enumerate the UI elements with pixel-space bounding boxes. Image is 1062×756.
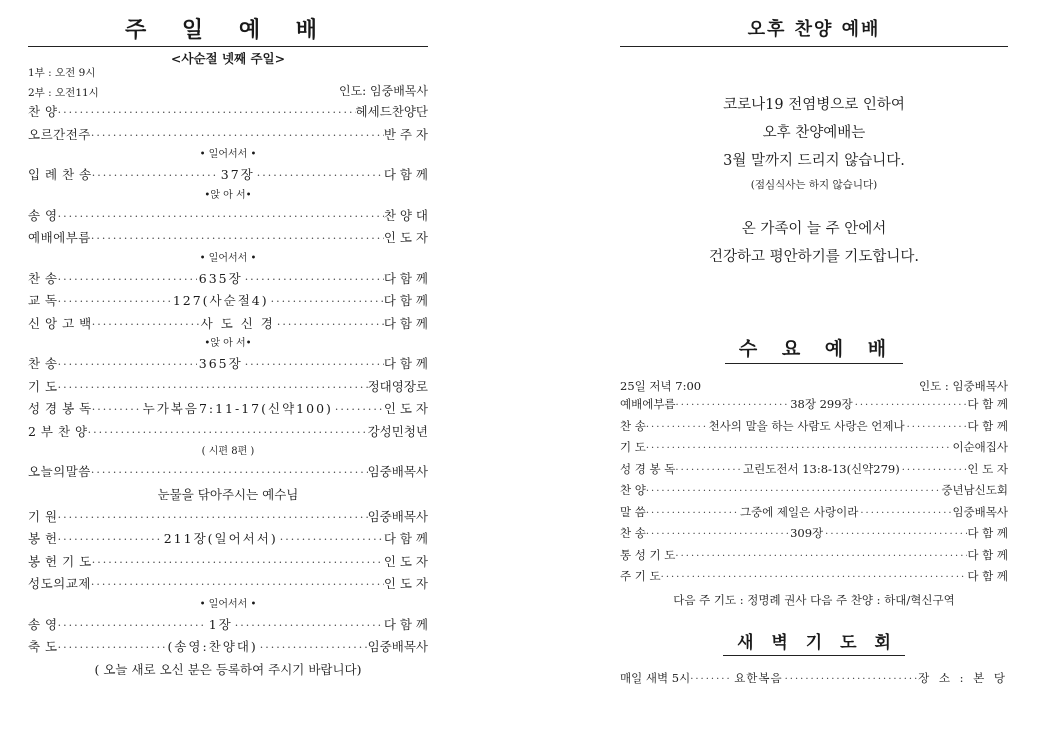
title-rule — [28, 46, 428, 47]
dawn-row — [620, 668, 1008, 690]
item-person: 인 도 자 — [383, 401, 428, 416]
dawn-label: 매일 새벽 5시 — [620, 670, 691, 685]
centered-line: 눈물을 닦아주시는 예수님 — [157, 486, 299, 502]
item-label: 찬 양 — [620, 483, 646, 497]
right-column — [620, 0, 1008, 689]
item-label: 교 독 — [28, 293, 58, 308]
item-detail: 사 도 신 경 — [200, 315, 275, 331]
item-person: 다 함 께 — [383, 315, 428, 331]
order-item — [28, 506, 428, 529]
order-item — [620, 480, 1008, 502]
item-person: 다 함 께 — [967, 397, 1008, 411]
centered-line: ( 오늘 새로 오신 분은 등록하여 주시기 바랍니다) — [94, 661, 362, 677]
message-line: 코로나19 전염병으로 인하여 — [723, 97, 905, 113]
message-line: 온 가족이 늘 주 안에서 — [741, 221, 887, 237]
item-label: 입 례 찬 송 — [28, 167, 92, 182]
order-item — [28, 398, 428, 421]
order-item — [620, 437, 1008, 459]
item-detail: 37장 — [220, 167, 255, 182]
item-person: 다 함 께 — [967, 569, 1008, 583]
item-person: 찬 양 대 — [383, 207, 428, 223]
message-line: 건강하고 평안하기를 기도합니다. — [709, 249, 919, 265]
item-label: 통 성 기 도 — [620, 547, 676, 562]
item-person: 임중배목사 — [367, 508, 428, 524]
item-label: 봉 헌 기 도 — [28, 553, 92, 569]
order-item — [28, 376, 428, 399]
item-label: 성 경 봉 독 — [28, 401, 92, 416]
item-label: 말 씀 — [620, 504, 646, 519]
item-detail: (송영:찬양대) — [167, 639, 258, 654]
item-person: 인 도 자 — [383, 230, 428, 245]
posture-note: • 일어서서 • — [199, 149, 257, 160]
order-item — [28, 268, 428, 291]
order-item — [28, 227, 428, 250]
item-label: 성도의교제 — [28, 576, 91, 591]
item-label: 찬 송 — [28, 270, 58, 286]
item-label: 송 영 — [28, 207, 58, 223]
item-detail: 211장(일어서서) — [163, 531, 278, 546]
sunday-worship-column — [28, 0, 428, 681]
order-item — [620, 566, 1008, 588]
item-label: 주 기 도 — [620, 569, 661, 583]
item-person: 정대영장로 — [367, 378, 428, 394]
posture-note: •앉 아 서• — [204, 189, 252, 201]
dawn-book: 요한복음 — [734, 670, 783, 685]
item-person: 다 함 께 — [967, 418, 1008, 433]
posture-note: ( 시편 8편 ) — [201, 446, 255, 457]
order-item — [28, 290, 428, 313]
item-detail: 365장 — [198, 356, 243, 371]
item-label: 송 영 — [28, 616, 58, 632]
order-item — [28, 614, 428, 637]
order-item — [28, 164, 428, 187]
item-person: 인 도 자 — [967, 461, 1008, 476]
item-label: 찬 송 — [620, 418, 646, 433]
dawn-place: 장 소 : 본 당 — [918, 670, 1008, 685]
item-detail: 635장 — [198, 270, 243, 286]
wednesday-time: 25일 저녁 7:00 — [620, 379, 702, 393]
item-person: 다 함 께 — [383, 270, 428, 286]
item-person: 헤세드찬양단 — [355, 104, 428, 119]
sunday-order-list — [28, 101, 428, 681]
item-person: 다 함 께 — [967, 526, 1009, 540]
wednesday-order-list — [620, 394, 1008, 588]
item-person: 임중배목사 — [367, 639, 428, 654]
item-detail: 309장 — [790, 526, 824, 540]
order-item — [620, 523, 1008, 545]
item-detail: 천사의 말을 하는 사람도 사랑은 언제나 — [708, 418, 905, 433]
message-line: 오후 찬양예배는 — [762, 125, 866, 141]
order-item — [28, 205, 428, 228]
posture-note: • 일어서서 • — [199, 598, 257, 610]
order-item — [28, 421, 428, 444]
item-person: 강성민청년 — [367, 423, 428, 439]
item-detail: 38장 299장 — [790, 397, 853, 411]
item-label: 신 앙 고 백 — [28, 315, 92, 331]
item-label: 기 도 — [620, 440, 646, 454]
order-item — [28, 636, 428, 659]
posture-note: •앉 아 서• — [204, 338, 252, 349]
message-line: 3월 말까지 드리지 않습니다. — [723, 153, 905, 169]
item-label: 오르간전주 — [28, 126, 91, 142]
wednesday-leader: 인도 : 임중배목사 — [919, 379, 1008, 393]
item-detail: 1장 — [208, 616, 233, 632]
item-person: 다 함 께 — [383, 356, 428, 371]
sunday-title: 주 일 예 배 — [125, 17, 331, 43]
item-person: 다 함 께 — [383, 616, 428, 632]
item-label: 예배에부름 — [620, 397, 676, 411]
order-item — [28, 353, 428, 376]
item-label: 찬 송 — [28, 356, 58, 371]
item-person: 이순애집사 — [952, 440, 1008, 454]
item-label: 기 도 — [28, 378, 58, 394]
item-label: 2 부 찬 양 — [28, 423, 88, 439]
order-item — [28, 573, 428, 596]
afternoon-note: (점심식사는 하지 않습니다) — [750, 179, 878, 191]
order-item — [620, 545, 1008, 567]
service-time-2: 2부 : 오전11시 — [28, 87, 99, 99]
item-detail: 고린도전서 13:8-13(신약279) — [743, 461, 900, 476]
item-person: 다 함 께 — [383, 167, 428, 182]
order-item — [620, 394, 1008, 416]
item-person: 임중배목사 — [952, 504, 1008, 519]
item-label: 기 원 — [28, 508, 58, 524]
sunday-leader: 인도: 임중배목사 — [338, 84, 428, 98]
order-item — [28, 528, 428, 551]
item-detail: 그중에 제일은 사랑이라 — [739, 504, 859, 519]
item-person: 다 함 께 — [383, 531, 428, 546]
item-label: 오늘의말씀 — [28, 464, 91, 479]
item-person: 다 함 께 — [967, 547, 1008, 562]
item-label: 예배에부름 — [28, 230, 91, 245]
item-person: 인 도 자 — [383, 553, 428, 569]
afternoon-message — [620, 91, 1008, 175]
item-label: 찬 양 — [28, 104, 58, 119]
afternoon-title: 오후 찬양 예배 — [747, 19, 881, 40]
order-item — [620, 459, 1008, 481]
order-item — [28, 461, 428, 484]
item-detail: 127(사순절4) — [172, 293, 269, 308]
order-item — [28, 551, 428, 574]
item-person: 다 함 께 — [383, 293, 428, 308]
dawn-title: 새 벽 기 도 회 — [620, 628, 1008, 656]
order-item — [620, 416, 1008, 438]
item-person: 임중배목사 — [367, 464, 428, 479]
sunday-subtitle: <사순절 넷째 주일> — [170, 51, 286, 66]
wednesday-next: 다음 주 기도 : 정명례 권사 다음 주 찬양 : 하대/혁신구역 — [673, 592, 955, 607]
order-item — [620, 502, 1008, 524]
item-label: 성 경 봉 독 — [620, 461, 676, 476]
item-person: 반 주 자 — [383, 126, 428, 142]
item-label: 찬 송 — [620, 526, 646, 540]
posture-note: • 일어서서 • — [199, 252, 257, 264]
wednesday-title: 수 요 예 배 — [620, 334, 1008, 364]
item-person: 중년남신도회 — [941, 483, 1008, 497]
order-item — [28, 124, 428, 147]
order-item — [28, 101, 428, 124]
item-detail: 누가복음7:11-17(신약100) — [142, 401, 333, 416]
service-time-1: 1부 : 오전 9시 — [28, 67, 96, 79]
item-label: 축 도 — [28, 639, 58, 654]
item-label: 봉 헌 — [28, 531, 58, 546]
order-item — [28, 313, 428, 336]
afternoon-blessing — [620, 215, 1008, 271]
item-person: 인 도 자 — [383, 576, 428, 591]
